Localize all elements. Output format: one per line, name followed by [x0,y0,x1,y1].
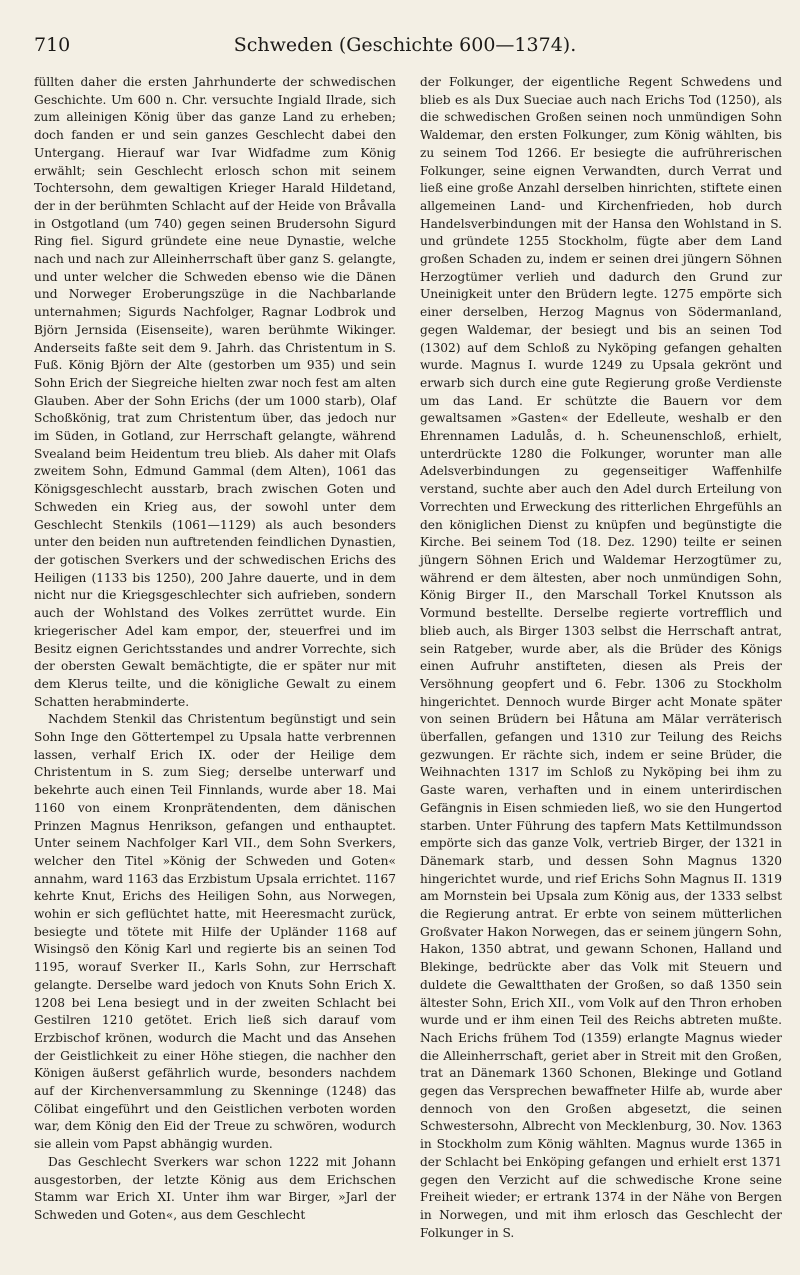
page-number: 710 [34,34,71,56]
page-header [34,34,776,70]
paragraph: Nachdem Stenkil das Christentum begünstigt und sein Sohn Inge den Göttertempel zu Upsala hatte verbrennen lassen, verhalf Erich IX. oder der Heilige dem Christentum in S. zum Sieg; derselbe unterwarf und bekehrte auch einen Teil Finnlands, wurde aber 18. Mai 1160 von einem Kronprätendenten, dem dänischen Prinzen Magnus Henrikson, gefangen und enthauptet. Unter seinem Nachfolger Karl VII., dem Sohn Sverkers, welcher den Titel »König der Schweden und Goten« annahm, ward 1163 das Erzbistum Upsala errichtet. 1167 kehrte Knut, Erichs des Heiligen Sohn, aus Norwegen, wohin er sich geflüchtet hatte, mit Heeresmacht zurück, besiegte und tötete mit Hilfe der Upländer 1168 auf Wisingsö den König Karl und regierte bis an seinen Tod 1195, worauf Sverker II., Karls Sohn, zur Herrschaft gelangte. Derselbe ward jedoch von Knuts Sohn Erich X. 1208 bei Lena besiegt und in der zweiten Schlacht bei Gestilren 1210 getötet. Erich ließ sich darauf vom Erzbischof krönen, wodurch die Macht und das Ansehen der Geistlichkeit zu einer Höhe stiegen, die nachher den Königen äußerst gefährlich wurde, besonders nachdem auf der Kirchenversammlung zu Skenninge (1248) das Cölibat eingeführt und den Geistlichen verboten worden war, dem König den Eid der Treue zu schwören, wodurch sie allein vom Papst abhängig wurden. [34,712,396,1152]
paragraph: der Folkunger, der eigentliche Regent Schwedens und blieb es als Dux Sueciae auch nach Erichs Tod (1250), als die schwedischen Großen seinen noch unmündigen Sohn Waldemar, den ersten Folkunger, zum König wählten, bis zu seinem Tod 1266. Er besiegte die aufrührerischen Folkunger, seine eignen Verwandten, durch Verrat und ließ eine große Anzahl derselben hinrichten, stiftete einen allgemeinen Land- und Kirchenfrieden, hob durch Handelsverbindungen mit der Hansa den Wohlstand in S. und gründete 1255 Stockholm, fügte aber dem Land großen Schaden zu, indem er seinen drei jüngern Söhnen Herzogtümer verlieh und dadurch den Grund zur Uneinigkeit unter den Brüdern legte. 1275 empörte sich einer derselben, Herzog Magnus von Södermanland, gegen Waldemar, der besiegt und bis an seinen Tod (1302) auf dem Schloß zu Nyköping gefangen gehalten wurde. Magnus I. wurde 1249 zu Upsala gekrönt und erwarb sich durch eine gute Regierung große Verdienste um das Land. Er schützte die Bauern vor dem gewaltsamen »Gasten« der Edelleute, weshalb er den Ehrennamen Ladulås, d. h. Scheunenschloß, erhielt, unterdrückte 1280 die Folkunger, worunter man alle Adelsverbindungen zu gegenseitiger Waffenhilfe verstand, suchte aber auch den Adel durch Erteilung von Vorrechten und Erweckung des ritterlichen Ehrgefühls an den königlichen Dienst zu knüpfen und begünstigte die Kirche. Bei seinem Tod (18. Dez. 1290) teilte er seinen jüngern Söhnen Erich und Waldemar Herzogtümer zu, während er dem ältesten, aber noch unmündigen Sohn, König Birger II., den Marschall Torkel Knutsson als Vormund bestellte. Derselbe regierte vortrefflich und blieb auch, als Birger 1303 selbst die Herrschaft antrat, sein Ratgeber, wurde aber, als die Brüder des Königs einen Aufruhr anstifteten, diesen als Preis der Versöhnung geopfert und 6. Febr. 1306 zu Stockholm hingerichtet. Dennoch wurde Birger acht Monate später von seinen Brüdern bei Håtuna am Mälar verräterisch überfallen, gefangen und 1310 zur Teilung des Reichs gezwungen. Er rächte sich, indem er seine Brüder, die Weihnachten 1317 im Schloß zu Nyköping bei ihm zu Gaste waren, verhaften und in einem unterirdischen Gefängnis in Eisen schmieden ließ, wo sie den Hungertod starben. Unter Führung des tapfern Mats Kettilmundsson empörte sich das ganze Volk, vertrieb Birger, der 1321 in Dänemark starb, und dessen Sohn Magnus 1320 hingerichtet wurde, und rief Erichs Sohn Magnus II. 1319 am Mornstein bei Upsala zum König aus, der 1333 selbst die Regierung antrat. Er erbte von seinem mütterlichen Großvater Hakon Norwegen, das er seinem jüngern Sohn, Hakon, 1350 abtrat, und gewann Schonen, Halland und Blekinge, bedrückte aber das Volk mit Steuern und duldete die Gewaltthaten der Großen, so daß 1350 sein ältester Sohn, Erich XII., vom Volk auf den Thron erhoben wurde und er ihm einen Teil des Reichs abtreten mußte. Nach Erichs frühem Tod (1359) erlangte Magnus wieder die Alleinherrschaft, geriet aber in Streit mit den Großen, trat an Dänemark 1360 Schonen, Blekinge und Gotland gegen das Versprechen bewaffneter Hilfe ab, wurde aber dennoch von den Großen abgesetzt, die seinen Schwestersohn, Albrecht von Mecklenburg, 30. Nov. 1363 in Stockholm zum König wählten. Magnus wurde 1365 in der Schlacht bei Enköping gefangen und erhielt erst 1371 gegen den Verzicht auf die schwedische Krone seine Freiheit wieder; er ertrank 1374 in der Nähe von Bergen in Norwegen, und mit ihm erlosch das Geschlecht der Folkunger in S. [420,75,782,1240]
paragraph: Das Geschlecht Sverkers war schon 1222 mit Johann ausgestorben, der letzte König aus dem Erichschen Stamm war Erich XI. Unter ihm war Birger, »Jarl der Schweden und Goten«, aus dem Geschlecht [34,1154,396,1222]
running-title: Schweden (Geschichte 600—1374). [233,34,577,56]
right-column [420,74,782,1242]
left-column [34,74,396,1225]
paragraph: füllten daher die ersten Jahrhunderte der schwedischen Geschichte. Um 600 n. Chr. versuchte Ingiald Ilrade, sich zum alleinigen König über das ganze Land zu erheben; doch fanden er und sein ganzes Geschlecht dabei den Untergang. Hierauf war Ivar Widfadme zum König erwählt; sein Geschlecht erlosch schon mit seinem Tochtersohn, dem gewaltigen Krieger Harald Hildetand, der in der berühmten Schlacht auf der Heide von Bråvalla in Ostgotland (um 740) gegen seinen Brudersohn Sigurd Ring fiel. Sigurd gründete eine neue Dynastie, welche nach und nach zur Alleinherrschaft über ganz S. gelangte, und unter welcher die Schweden ebenso wie die Dänen und Norweger Eroberungszüge in die Nachbarlande unternahmen; Sigurds Nachfolger, Ragnar Lodbrok und Björn Jernsida (Eisenseite), waren berühmte Wikinger. Anderseits faßte seit dem 9. Jahrh. das Christentum in S. Fuß. König Björn der Alte (gestorben um 935) und sein Sohn Erich der Siegreiche hielten zwar noch fest am alten Glauben. Aber der Sohn Erichs (der um 1000 starb), Olaf Schoßkönig, trat zum Christentum über, das jedoch nur im Süden, in Gotland, zur Herrschaft gelangte, während Svealand beim Heidentum treu blieb. Als daher mit Olafs zweitem Sohn, Edmund Gammal (dem Alten), 1061 das Königsgeschlecht ausstarb, brach zwischen Goten und Schweden ein Krieg aus, der sowohl unter dem Geschlecht Stenkils (1061—1129) als auch besonders unter den beiden nun auftretenden feindlichen Dynastien, der gotischen Sverkers und der schwedischen Erichs des Heiligen (1133 bis 1250), 200 Jahre dauerte, und in dem nicht nur die Kriegsgeschlechter sich aufrieben, sondern auch der Wohlstand des Volkes zerrüttet wurde. Ein kriegerischer Adel kam empor, der, steuerfrei und im Besitz eignen Gerichtsstandes und andrer Vorrechte, sich der obersten Gewalt bemächtigte, die er später nur mit dem Klerus teilte, und die königliche Gewalt zu einem Schatten herabminderte. [34,75,396,709]
